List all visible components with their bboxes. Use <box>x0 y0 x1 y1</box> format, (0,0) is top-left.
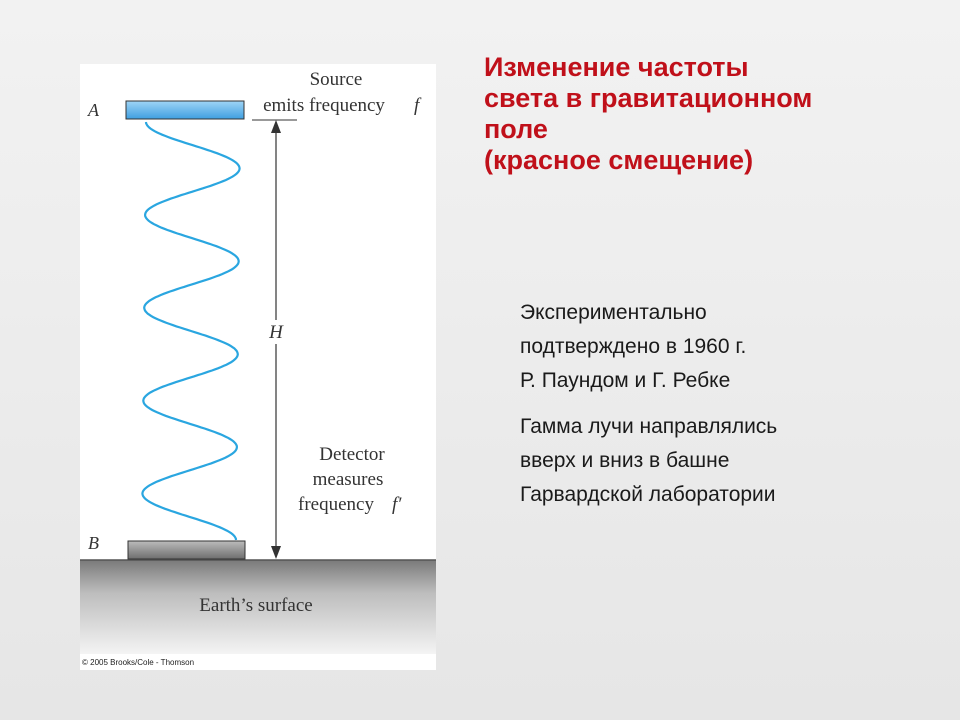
height-arrow-head-bottom <box>271 546 281 559</box>
detector-label-line3: frequency <box>298 494 374 515</box>
detector-label-line2: measures <box>312 469 384 490</box>
source-label-line2: emits frequency <box>263 95 385 116</box>
title-line: Изменение частоты <box>484 52 749 82</box>
label-a: A <box>88 100 99 120</box>
gamma-rays-paragraph <box>520 410 920 512</box>
height-arrow-head-top <box>271 120 281 133</box>
text-line: Гарвардской лаборатории <box>520 483 776 506</box>
title-line: (красное смещение) <box>484 145 754 175</box>
light-wave <box>142 122 239 540</box>
detector-plate <box>128 541 245 559</box>
text-line: Гамма лучи направлялись <box>520 415 778 438</box>
source-plate <box>126 101 244 119</box>
detector-label-line1: Detector <box>319 444 385 465</box>
title-line: поле <box>484 114 548 144</box>
slide-title <box>484 52 924 176</box>
detector-frequency-symbol: f′ <box>392 494 402 515</box>
copyright-note: © 2005 Brooks/Cole - Thomson <box>82 658 195 667</box>
text-line: Р. Паундом и Г. Ребке <box>520 369 731 392</box>
label-b: B <box>88 533 99 553</box>
body-text <box>520 296 920 524</box>
text-line: вверх и вниз в башне <box>520 449 730 472</box>
title-line: света в гравитационном <box>484 83 813 113</box>
redshift-figure <box>80 64 436 670</box>
redshift-diagram <box>80 64 436 670</box>
earth-surface-label: Earth’s surface <box>199 595 313 616</box>
source-label-line1: Source <box>309 69 363 90</box>
text-line: подтверждено в 1960 г. <box>520 335 747 358</box>
height-label: H <box>269 322 283 343</box>
text-line: Экспериментально <box>520 301 707 324</box>
experiment-paragraph <box>520 296 920 398</box>
source-frequency-symbol: f <box>414 95 420 116</box>
